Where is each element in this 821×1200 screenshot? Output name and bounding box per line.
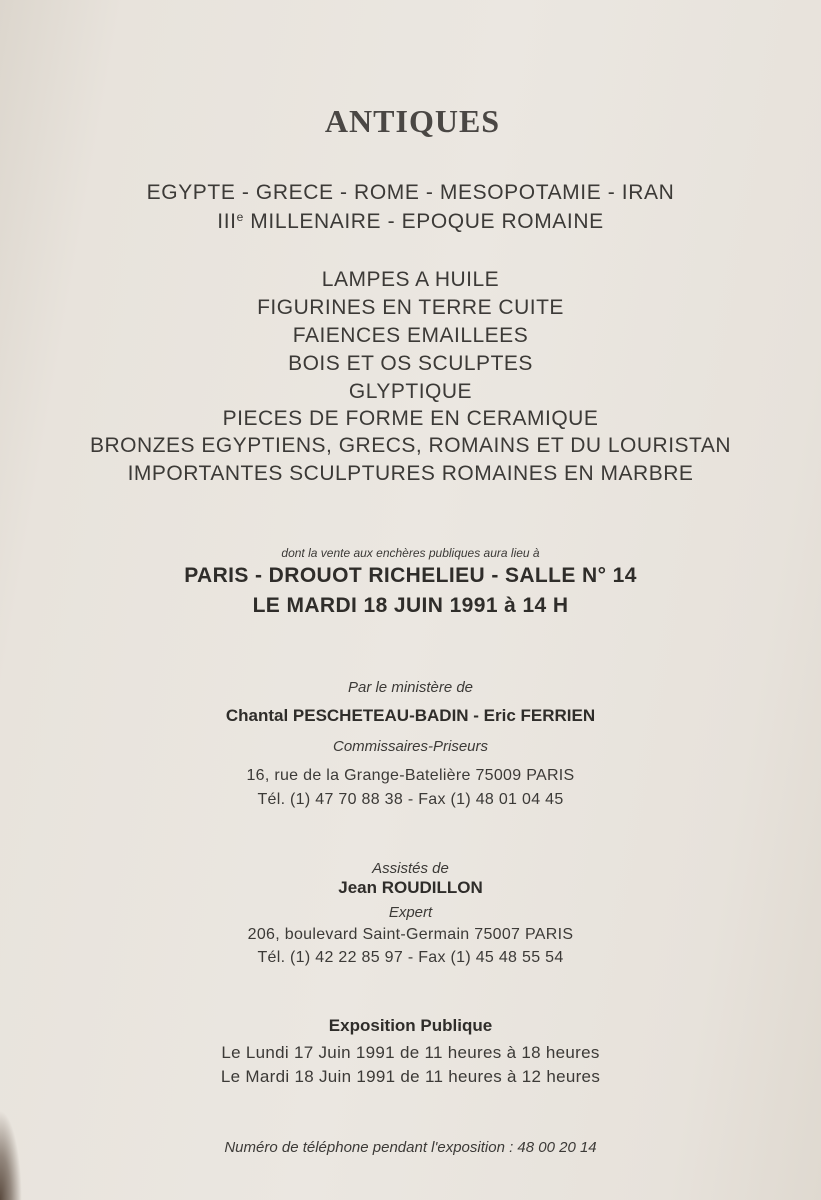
expert-phone: Tél. (1) 42 22 85 97 - Fax (1) 45 48 55 54 — [257, 949, 564, 966]
category-ceramic-pieces: PIECES DE FORME EN CERAMIQUE — [222, 407, 599, 430]
page-edge-shadow — [0, 1110, 22, 1200]
category-terracotta-figurines: FIGURINES EN TERRE CUITE — [257, 296, 564, 319]
expert-name: Jean ROUDILLON — [338, 878, 483, 897]
auctioneers-names: Chantal PESCHETEAU-BADIN - Eric FERRIEN — [225, 706, 596, 725]
exhibition-phone-note: Numéro de téléphone pendant l'exposition : 48 00 20 14 — [224, 1139, 597, 1156]
category-carved-wood-bone: BOIS ET OS SCULPTES — [288, 352, 533, 375]
category-bronzes: BRONZES EGYPTIENS, GRECS, ROMAINS ET DU LOURISTAN — [90, 434, 731, 457]
expert-address: 206, boulevard Saint-Germain 75007 PARIS — [247, 926, 574, 943]
millennium-numeral: III — [217, 210, 237, 233]
expert-role: Expert — [388, 904, 433, 921]
auctioneers-role: Commissaires-Priseurs — [332, 738, 489, 755]
exhibition-title: Exposition Publique — [328, 1016, 493, 1035]
exhibition-day-1: Le Lundi 17 Juin 1991 de 11 heures à 18 heures — [221, 1043, 600, 1062]
regions-line-1: EGYPTE - GRECE - ROME - MESOPOTAMIE - IRAN — [146, 181, 675, 204]
regions-line-2 — [0, 210, 821, 234]
auctioneers-intro: Par le ministère de — [347, 679, 474, 696]
sale-date: LE MARDI 18 JUIN 1991 à 14 H — [252, 594, 569, 617]
auctioneers-phone: Tél. (1) 47 70 88 38 - Fax (1) 48 01 04 45 — [257, 791, 564, 808]
sale-intro: dont la vente aux enchères publiques aura lieu à — [281, 546, 540, 560]
expert-intro: Assistés de — [372, 860, 449, 877]
exhibition-day-2: Le Mardi 18 Juin 1991 de 11 heures à 12 heures — [220, 1067, 601, 1086]
sale-venue: PARIS - DROUOT RICHELIEU - SALLE N° 14 — [184, 564, 637, 587]
page-title: ANTIQUES — [324, 103, 501, 139]
category-oil-lamps: LAMPES A HUILE — [321, 268, 500, 291]
millennium-text: MILLENAIRE - EPOQUE ROMAINE — [243, 210, 604, 233]
auctioneers-address: 16, rue de la Grange-Batelière 75009 PARIS — [246, 767, 575, 784]
category-glyptics: GLYPTIQUE — [348, 380, 473, 403]
category-enamelled-faience: FAIENCES EMAILLEES — [292, 324, 529, 347]
category-roman-marble-sculptures: IMPORTANTES SCULPTURES ROMAINES EN MARBRE — [127, 462, 694, 485]
millennium-superscript: e — [236, 210, 244, 224]
